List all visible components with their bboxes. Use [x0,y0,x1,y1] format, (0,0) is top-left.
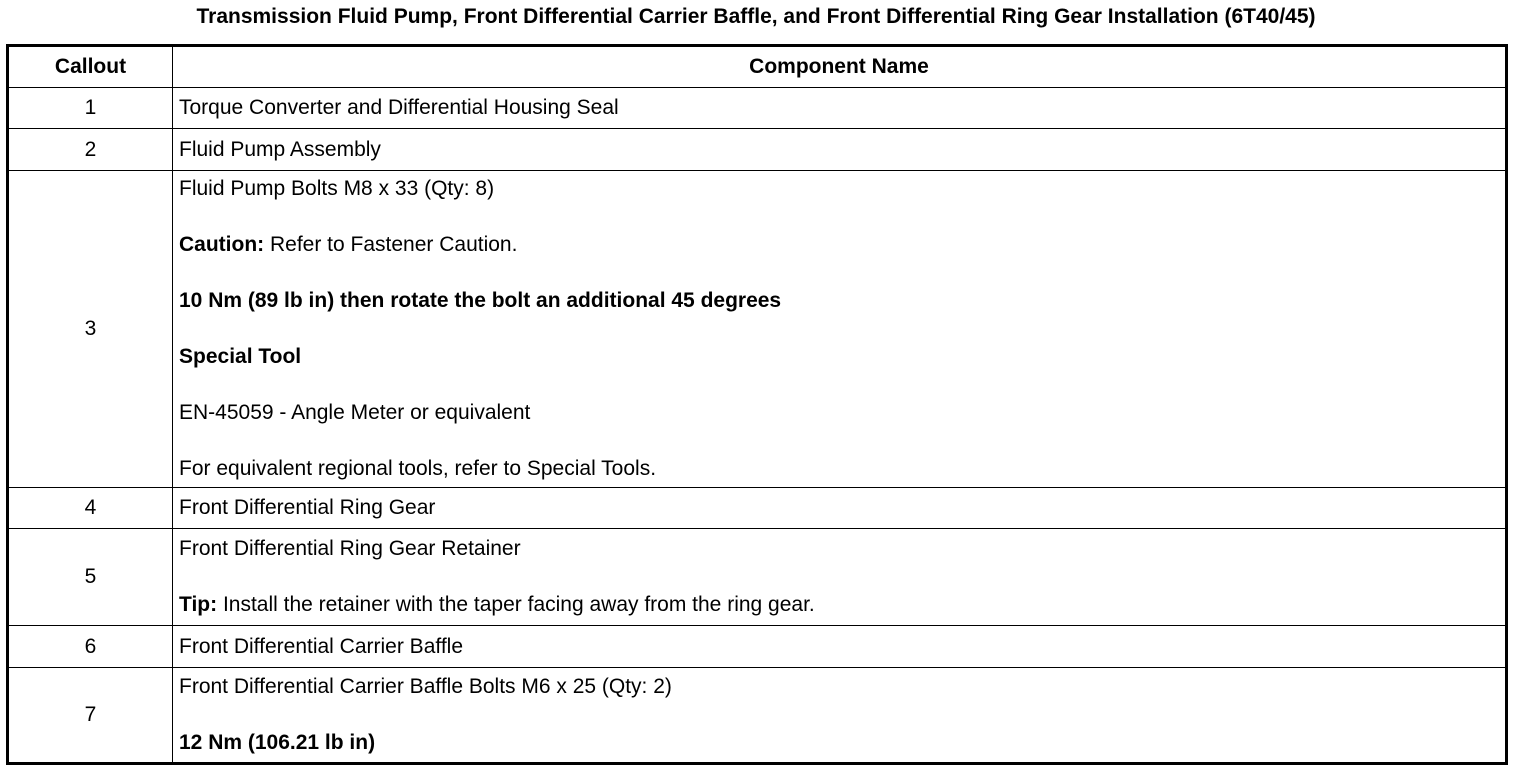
component-name: Front Differential Carrier Baffle [173,626,1507,668]
component-name: Torque Converter and Differential Housing Seal [173,88,1507,129]
callout-number: 3 [8,171,173,488]
table-row [8,488,1507,529]
regional-tools-note: For equivalent regional tools, refer to Special Tools. [179,457,657,480]
special-tool-name: EN-45059 - Angle Meter or equivalent [179,401,531,424]
component-name: Front Differential Ring Gear [173,488,1507,529]
table-row [8,88,1507,129]
torque-spec: 12 Nm (106.21 lb in) [179,731,376,754]
component-name: Fluid Pump Bolts M8 x 33 (Qty: 8) [179,177,495,200]
component-details [173,668,1507,764]
component-name: Front Differential Carrier Baffle Bolts M6 x 25 (Qty: 2) [179,675,672,698]
header-component-name: Component Name [173,46,1507,88]
callout-number: 1 [8,88,173,129]
header-callout: Callout [8,46,173,88]
table-header-row [8,46,1507,88]
tip-note [179,593,1499,617]
callout-table [6,44,1508,765]
caution-text: Refer to Fastener Caution. [264,233,518,256]
table-row [8,626,1507,668]
callout-number: 2 [8,129,173,171]
tip-label: Tip: [179,593,218,616]
component-details [173,171,1507,488]
callout-number: 4 [8,488,173,529]
component-name: Front Differential Ring Gear Retainer [179,537,521,560]
callout-number: 5 [8,529,173,626]
component-name: Fluid Pump Assembly [173,129,1507,171]
caution-note [179,233,1499,257]
table-row [8,668,1507,764]
tip-text: Install the retainer with the taper facing away from the ring gear. [217,593,815,616]
callout-number: 7 [8,668,173,764]
special-tool-heading: Special Tool [179,345,302,368]
caution-label: Caution: [179,233,265,256]
component-details [173,529,1507,626]
table-row [8,129,1507,171]
table-row [8,529,1507,626]
table-row [8,171,1507,488]
page-title: Transmission Fluid Pump, Front Differential Carrier Baffle, and Front Differential Ring Gear Installation (6T40/45) [196,5,1316,28]
torque-spec: 10 Nm (89 lb in) then rotate the bolt an additional 45 degrees [179,289,782,312]
callout-number: 6 [8,626,173,668]
